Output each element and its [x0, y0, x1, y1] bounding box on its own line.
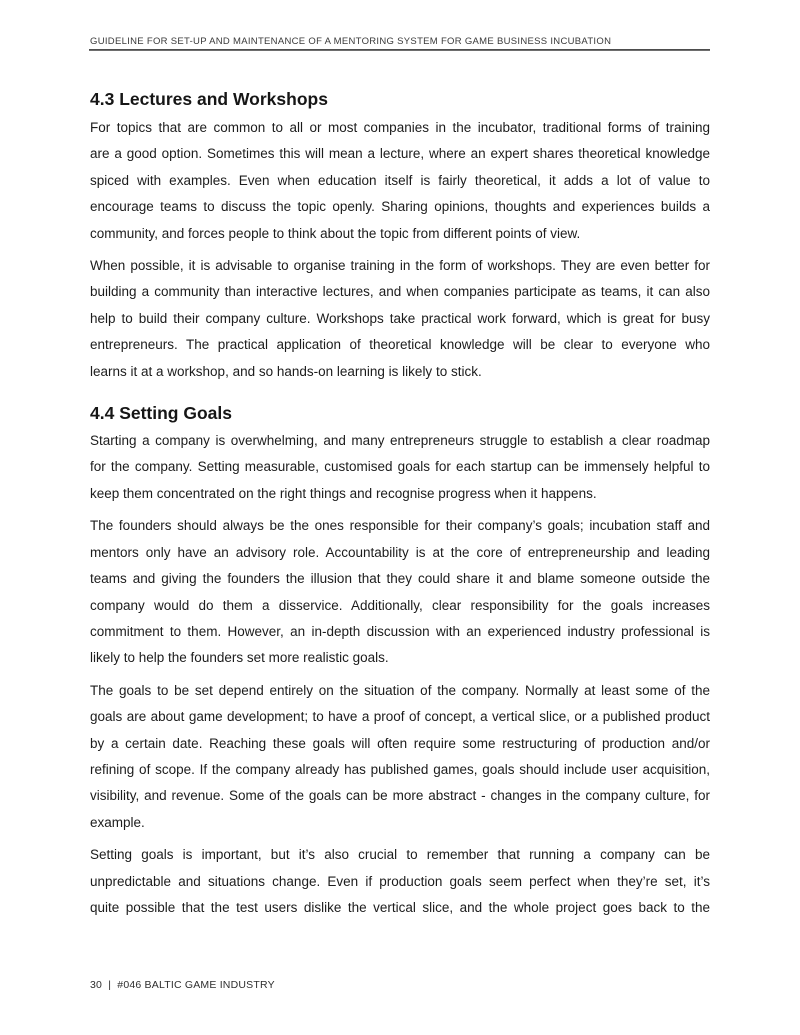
page-content: [90, 0, 710, 927]
text-line: learns it at a workshop, and so hands-on learning is likely to stick.: [90, 363, 482, 379]
paragraph: [90, 842, 710, 921]
page-footer: [90, 979, 278, 991]
text-line: unpredictable and situations change. Even if production goals seem perfect when they’re set, it’s: [90, 873, 710, 889]
text-line: commitment to them. However, an in-depth discussion with an experienced industry professional is: [90, 623, 710, 639]
text-line: teams and giving the founders the illusion that they could share it and blame someone outside the: [90, 571, 710, 587]
paragraph: [90, 253, 710, 385]
footer-doc-label: #046 BALTIC GAME INDUSTRY: [117, 979, 275, 991]
text-line: encourage teams to discuss the topic openly. Sharing opinions, thoughts and experiences builds a: [90, 199, 710, 215]
text-line: Starting a company is overwhelming, and many entrepreneurs struggle to establish a clear roadmap: [90, 433, 710, 449]
running-header: GUIDELINE FOR SET-UP AND MAINTENANCE OF A MENTORING SYSTEM FOR GAME BUSINESS INCUBATION: [90, 36, 612, 47]
text-line: Setting goals is important, but it’s also crucial to remember that running a company can be: [90, 847, 710, 863]
section-setting-goals: [90, 400, 710, 921]
text-line: refining of scope. If the company already has published games, goals should include user acquisition,: [90, 761, 710, 777]
text-line: The goals to be set depend entirely on the situation of the company. Normally at least some of the: [90, 682, 710, 698]
footer-separator: |: [108, 979, 112, 991]
section-heading: 4.3 Lectures and Workshops: [90, 89, 328, 109]
text-line: likely to help the founders set more realistic goals.: [90, 650, 389, 666]
section-heading: 4.4 Setting Goals: [90, 403, 232, 424]
paragraph: [90, 428, 710, 507]
text-line: example.: [90, 814, 145, 830]
text-line: When possible, it is advisable to organise training in the form of workshops. They are even better for: [90, 258, 710, 274]
text-line: mentors only have an advisory role. Accountability is at the core of entrepreneurship and leading: [90, 544, 710, 560]
text-line: keep them concentrated on the right things and recognise progress when it happens.: [90, 485, 597, 501]
section-lectures-and-workshops: [90, 86, 710, 385]
text-line: by a certain date. Reaching these goals will often require some restructuring of production and/or: [90, 735, 710, 751]
text-line: entrepreneurs. The practical application of theoretical knowledge will be clear to everyone who: [90, 337, 710, 353]
text-line: goals are about game development; to have a proof of concept, a vertical slice, or a published product: [90, 709, 710, 725]
text-line: visibility, and revenue. Some of the goals can be more abstract - changes in the company culture, for: [90, 788, 710, 804]
page-number: 30: [90, 979, 103, 991]
text-line: company would do them a disservice. Additionally, clear responsibility for the goals increases: [90, 597, 710, 613]
text-line: are a good option. Sometimes this will mean a lecture, where an expert shares theoretical knowledge: [90, 146, 710, 162]
paragraph: [90, 678, 710, 836]
text-line: The founders should always be the ones responsible for their company’s goals; incubation staff and: [90, 518, 710, 534]
text-line: help to build their company culture. Workshops take practical work forward, which is great for busy: [90, 310, 710, 326]
text-line: For topics that are common to all or most companies in the incubator, traditional forms of training: [90, 120, 710, 135]
text-line: for the company. Setting measurable, customised goals for each startup can be immensely helpful to: [90, 459, 710, 475]
text-line: building a community than interactive lectures, and when companies participate as teams, it can also: [90, 284, 710, 300]
text-line: spiced with examples. Even when education itself is fairly theoretical, it adds a lot of value to: [90, 172, 710, 188]
paragraph: [90, 513, 710, 671]
text-line: community, and forces people to think about the topic from different points of view.: [90, 225, 581, 241]
text-line: quite possible that the test users dislike the vertical slice, and the whole project goes back to the: [90, 899, 710, 915]
paragraph: [90, 115, 710, 247]
